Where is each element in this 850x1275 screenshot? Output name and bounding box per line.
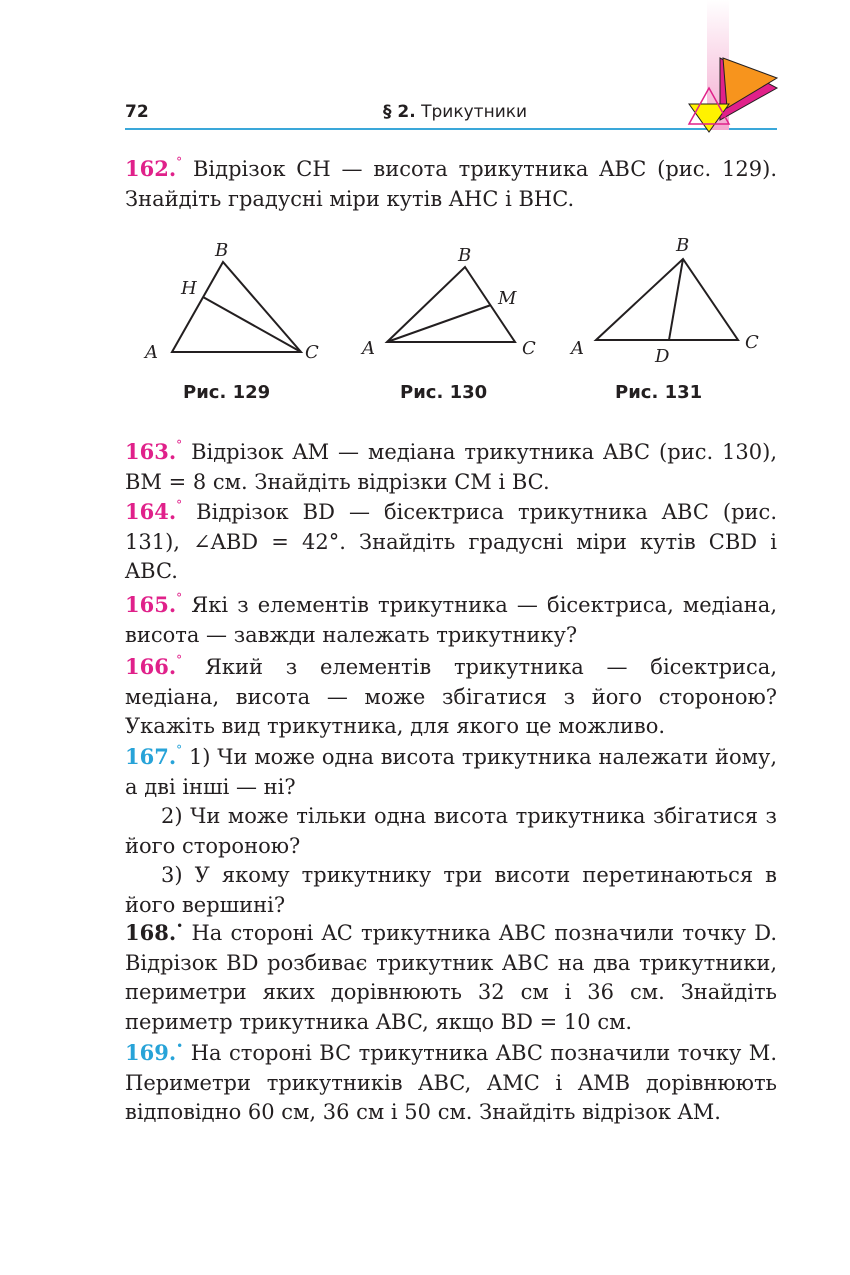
figures-row (125, 230, 777, 420)
problem-number: 167. (125, 744, 177, 769)
vertex-label: C (522, 338, 536, 359)
problem-number: 164. (125, 499, 177, 524)
difficulty-mark: ° (176, 743, 183, 757)
problem-number: 162. (125, 156, 177, 181)
vertex-label: D (655, 346, 670, 367)
vertex-label: H (181, 278, 197, 299)
vertex-label: C (305, 342, 319, 363)
problem-text: Який з елементів трикутника — бісектриса, медіана, висота — може збігатися з його стороною? Укажіть вид трикутника, для якого це можливо. (125, 655, 777, 738)
vertex-label: A (571, 338, 584, 359)
difficulty-mark: ° (176, 438, 183, 452)
problem-168 (125, 914, 777, 1037)
problem-text: Відрізок AM — медіана трикутника ABC (рис. 130), BM = 8 см. Знайдіть відрізки CM і BC. (125, 440, 777, 494)
problem-subitem: 3) У якому трикутнику три висоти перетинаються в його вершині? (125, 863, 777, 917)
section-title-text: Трикутники (415, 102, 528, 122)
figure-129 (143, 240, 319, 363)
problem-text: На стороні BC трикутника ABC позначили точку M. Периметри трикутників ABC, AMC і AMB дорівнюють відповідно 60 см, 36 см і 50 см. Знайдіть відрізок AM. (125, 1041, 777, 1124)
problem-text: Відрізок CH — висота трикутника ABC (рис. 129). Знайдіть градусні міри кутів AHC і BHC. (125, 157, 777, 211)
problem-165 (125, 586, 777, 650)
header-rule (125, 128, 777, 130)
problem-163 (125, 433, 777, 497)
difficulty-mark: • (176, 919, 184, 933)
vertex-label: A (362, 338, 375, 359)
section-title (383, 102, 527, 122)
problem-164 (125, 493, 777, 587)
page-header (125, 100, 777, 130)
problem-text: Які з елементів трикутника — бісектриса, медіана, висота — завжди належать трикутнику? (125, 593, 777, 647)
problem-text: 1) Чи може одна висота трикутника належати йому, а дві інші — ні? (125, 745, 777, 799)
difficulty-mark: ° (176, 498, 183, 512)
figure-130 (360, 245, 536, 359)
problem-number: 169. (125, 1040, 177, 1065)
problem-number: 163. (125, 439, 177, 464)
corner-decoration-icon (685, 0, 785, 135)
page-number: 72 (125, 102, 149, 122)
vertex-label: B (215, 240, 229, 261)
figures-svg (125, 230, 777, 380)
problem-162 (125, 150, 777, 214)
difficulty-mark: • (176, 1039, 184, 1053)
problem-number: 166. (125, 654, 177, 679)
problem-number: 165. (125, 592, 177, 617)
problem-subitem: 2) Чи може тільки одна висота трикутника збігатися з його стороною? (125, 804, 777, 858)
problem-text: На стороні AC трикутника ABC позначили точку D. Відрізок BD розбиває трикутник ABC на два трикутники, периметри яких дорівнюють 32 см і 36 см. Знайдіть периметр трикутника ABC, якщо BD = 10 см. (125, 921, 777, 1034)
figure-caption: Рис. 130 (400, 382, 488, 403)
vertex-label: B (458, 245, 472, 266)
section-mark: § 2. (383, 102, 416, 122)
problem-169 (125, 1034, 777, 1128)
problem-167 (125, 738, 777, 920)
difficulty-mark: ° (176, 653, 183, 667)
vertex-label: A (145, 342, 158, 363)
problem-text: Відрізок BD — бісектриса трикутника ABC (рис. 131), ∠ABD = 42°. Знайдіть градусні міри кутів CBD і ABC. (125, 500, 777, 583)
vertex-label: C (745, 332, 759, 353)
problem-number: 168. (125, 920, 177, 945)
difficulty-mark: ° (176, 591, 183, 605)
vertex-label: B (676, 235, 690, 256)
figure-131 (569, 235, 759, 367)
figure-caption: Рис. 131 (615, 382, 703, 403)
problem-166 (125, 648, 777, 742)
figure-caption: Рис. 129 (183, 382, 271, 403)
difficulty-mark: ° (176, 155, 183, 169)
vertex-label: M (498, 288, 517, 309)
